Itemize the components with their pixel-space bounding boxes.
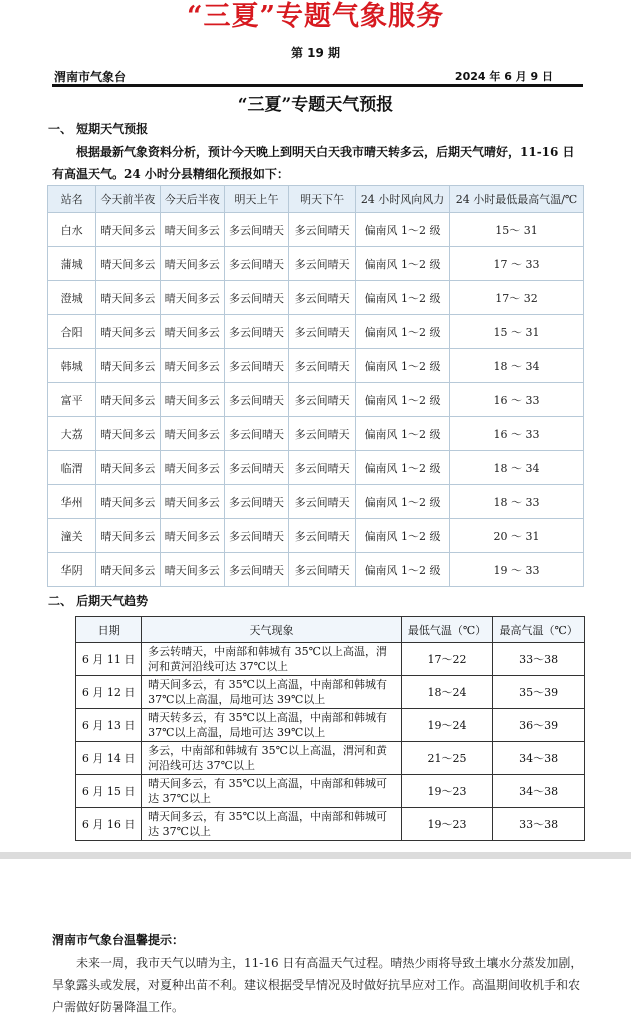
table-cell: 晴天间多云 (96, 383, 160, 417)
table-cell: 17～22 (401, 643, 493, 676)
table-cell: 19～24 (401, 709, 493, 742)
table-row (48, 315, 584, 349)
table-cell: 多云间晴天 (224, 247, 288, 281)
table-cell: 多云间晴天 (289, 349, 356, 383)
column-header: 今天后半夜 (160, 186, 224, 213)
table-row (48, 213, 584, 247)
table-cell: 晴天间多云 (160, 451, 224, 485)
table-cell: 21～25 (401, 742, 493, 775)
table-cell: 多云间晴天 (289, 417, 356, 451)
table-cell: 多云间晴天 (224, 281, 288, 315)
table-cell: 15 ～ 31 (449, 315, 583, 349)
column-header: 天气现象 (142, 617, 402, 643)
table-cell: 多云间晴天 (289, 553, 356, 587)
table-cell: 20 ～ 31 (449, 519, 583, 553)
table-cell: 晴天间多云 (160, 213, 224, 247)
table-cell: 多云间晴天 (289, 281, 356, 315)
column-header: 明天下午 (289, 186, 356, 213)
table-row (76, 643, 585, 676)
table-cell: 晴天间多云 (96, 247, 160, 281)
table-cell: 晴天间多云 (96, 417, 160, 451)
table-cell: 18 ～ 34 (449, 349, 583, 383)
table-cell: 晴天间多云 (160, 519, 224, 553)
table-row (48, 383, 584, 417)
table-cell: 晴天间多云，有 35℃以上高温，中南部和韩城可达 37℃以上 (142, 808, 402, 841)
table-cell: 19 ～ 33 (449, 553, 583, 587)
table-cell: 偏南风 1～2 级 (356, 451, 450, 485)
section-heading-later-trend: 二、 后期天气趋势 (48, 594, 149, 608)
table-cell: 晴天间多云 (96, 553, 160, 587)
table-row (48, 519, 584, 553)
tips-paragraph: 未来一周，我市天气以晴为主，11-16 日有高温天气过程。晴热少雨将导致土壤水分蒸发加剧，旱象露头或发展，对夏种出苗不利。建议根据受旱情况及时做好抗旱应对工作。高温期间收机手和农户需做好防暑降温工作。 (52, 956, 583, 1014)
column-header: 今天前半夜 (96, 186, 160, 213)
table-cell: 偏南风 1～2 级 (356, 247, 450, 281)
table-cell: 晴天间多云 (96, 315, 160, 349)
table-cell: 6 月 11 日 (76, 643, 142, 676)
table-row (48, 349, 584, 383)
table-cell: 晴天间多云 (96, 213, 160, 247)
table-cell: 晴天间多云 (160, 315, 224, 349)
table-cell: 晴天间多云 (160, 383, 224, 417)
table-cell: 多云间晴天 (224, 315, 288, 349)
table-cell: 合阳 (48, 315, 96, 349)
table-cell: 偏南风 1～2 级 (356, 553, 450, 587)
tips-heading: 渭南市气象台温馨提示： (52, 933, 185, 947)
table-cell: 偏南风 1～2 级 (356, 281, 450, 315)
table-cell: 偏南风 1～2 级 (356, 519, 450, 553)
section-heading-short-term: 一、 短期天气预报 (48, 122, 149, 136)
trend-table (75, 616, 585, 841)
table-cell: 多云间晴天 (224, 383, 288, 417)
table-cell: 多云间晴天 (289, 315, 356, 349)
table-cell: 韩城 (48, 349, 96, 383)
service-title: “三夏”专题气象服务 (186, 1, 445, 32)
table-cell: 华州 (48, 485, 96, 519)
table-cell: 18 ～ 34 (449, 451, 583, 485)
table-cell: 36～39 (493, 709, 585, 742)
table-cell: 偏南风 1～2 级 (356, 315, 450, 349)
table-cell: 15～ 31 (449, 213, 583, 247)
table-cell: 多云间晴天 (289, 451, 356, 485)
column-header: 日期 (76, 617, 142, 643)
table-cell: 晴天间多云 (96, 485, 160, 519)
intro-paragraph: 根据最新气象资料分析，预计今天晚上到明天白天我市晴天转多云，后期天气晴好，11-16 日有高温天气。24 小时分县精细化预报如下： (52, 145, 575, 181)
table-cell: 35～39 (493, 676, 585, 709)
table-cell: 富平 (48, 383, 96, 417)
table-cell: 多云间晴天 (224, 553, 288, 587)
table-cell: 多云间晴天 (289, 247, 356, 281)
table-row (76, 709, 585, 742)
table-cell: 多云间晴天 (289, 485, 356, 519)
table-cell: 6 月 16 日 (76, 808, 142, 841)
table-cell: 临渭 (48, 451, 96, 485)
table-cell: 偏南风 1～2 级 (356, 485, 450, 519)
table-cell: 19～23 (401, 775, 493, 808)
table-cell: 多云间晴天 (224, 213, 288, 247)
table-cell: 多云间晴天 (224, 349, 288, 383)
column-header: 24 小时最低最高气温/℃ (449, 186, 583, 213)
county-forecast-table (47, 185, 584, 587)
table-cell: 多云间晴天 (224, 451, 288, 485)
issue-date: 2024 年 6 月 9 日 (454, 70, 553, 83)
table-cell: 大荔 (48, 417, 96, 451)
table-cell: 偏南风 1～2 级 (356, 213, 450, 247)
table-cell: 晴天间多云 (160, 281, 224, 315)
table-cell: 晴天间多云 (160, 247, 224, 281)
short-term-intro (52, 141, 582, 185)
table-cell: 多云间晴天 (224, 485, 288, 519)
table-row (76, 676, 585, 709)
table-cell: 晴天间多云 (160, 485, 224, 519)
table-header-row (48, 186, 584, 213)
table-cell: 晴天间多云 (96, 451, 160, 485)
table-cell: 偏南风 1～2 级 (356, 349, 450, 383)
tips-body (52, 952, 586, 1018)
table-cell: 19～23 (401, 808, 493, 841)
table-cell: 6 月 14 日 (76, 742, 142, 775)
issue-number: 第 19 期 (290, 46, 341, 60)
table-cell: 33～38 (493, 808, 585, 841)
table-cell: 17 ～ 33 (449, 247, 583, 281)
table-cell: 多云间晴天 (289, 519, 356, 553)
column-header: 站名 (48, 186, 96, 213)
table-header-row (76, 617, 585, 643)
table-cell: 6 月 12 日 (76, 676, 142, 709)
table-cell: 华阴 (48, 553, 96, 587)
table-cell: 18～24 (401, 676, 493, 709)
table-cell: 17～ 32 (449, 281, 583, 315)
table-cell: 晴天间多云 (160, 417, 224, 451)
table-row (48, 281, 584, 315)
table-cell: 晴天间多云 (160, 349, 224, 383)
table-cell: 6 月 13 日 (76, 709, 142, 742)
column-header: 最高气温（℃） (493, 617, 585, 643)
table-row (48, 485, 584, 519)
table-cell: 16 ～ 33 (449, 383, 583, 417)
header-divider (52, 84, 583, 87)
column-header: 最低气温（℃） (401, 617, 493, 643)
table-row (76, 808, 585, 841)
table-row (76, 742, 585, 775)
table-cell: 蒲城 (48, 247, 96, 281)
table-cell: 晴天转多云，有 35℃以上高温，中南部和韩城有 37℃以上高温，局地可达 39℃以上 (142, 709, 402, 742)
issuing-organization: 渭南市气象台 (54, 70, 127, 84)
table-cell: 白水 (48, 213, 96, 247)
table-cell: 多云间晴天 (289, 383, 356, 417)
table-cell: 18 ～ 33 (449, 485, 583, 519)
table-cell: 6 月 15 日 (76, 775, 142, 808)
page-break-bar (0, 852, 631, 859)
table-row (48, 451, 584, 485)
table-cell: 澄城 (48, 281, 96, 315)
table-cell: 晴天间多云 (96, 349, 160, 383)
table-cell: 33～38 (493, 643, 585, 676)
table-row (48, 553, 584, 587)
table-cell: 晴天间多云 (96, 519, 160, 553)
table-cell: 晴天间多云，有 35℃以上高温，中南部和韩城有 37℃以上高温，局地可达 39℃以上 (142, 676, 402, 709)
table-cell: 多云间晴天 (289, 213, 356, 247)
table-cell: 偏南风 1～2 级 (356, 383, 450, 417)
table-cell: 晴天间多云 (160, 553, 224, 587)
table-cell: 34～38 (493, 742, 585, 775)
document-title: “三夏”专题天气预报 (237, 95, 394, 115)
table-cell: 多云，中南部和韩城有 35℃以上高温，渭河和黄河沿线可达 37℃以上 (142, 742, 402, 775)
table-cell: 偏南风 1～2 级 (356, 417, 450, 451)
table-cell: 晴天间多云，有 35℃以上高温，中南部和韩城可达 37℃以上 (142, 775, 402, 808)
table-cell: 多云间晴天 (224, 519, 288, 553)
table-cell: 34～38 (493, 775, 585, 808)
table-row (48, 247, 584, 281)
table-cell: 潼关 (48, 519, 96, 553)
table-cell: 晴天间多云 (96, 281, 160, 315)
column-header: 24 小时风向风力 (356, 186, 450, 213)
table-row (76, 775, 585, 808)
table-cell: 多云间晴天 (224, 417, 288, 451)
table-cell: 16 ～ 33 (449, 417, 583, 451)
table-cell: 多云转晴天，中南部和韩城有 35℃以上高温，渭河和黄河沿线可达 37℃以上 (142, 643, 402, 676)
column-header: 明天上午 (224, 186, 288, 213)
table-row (48, 417, 584, 451)
